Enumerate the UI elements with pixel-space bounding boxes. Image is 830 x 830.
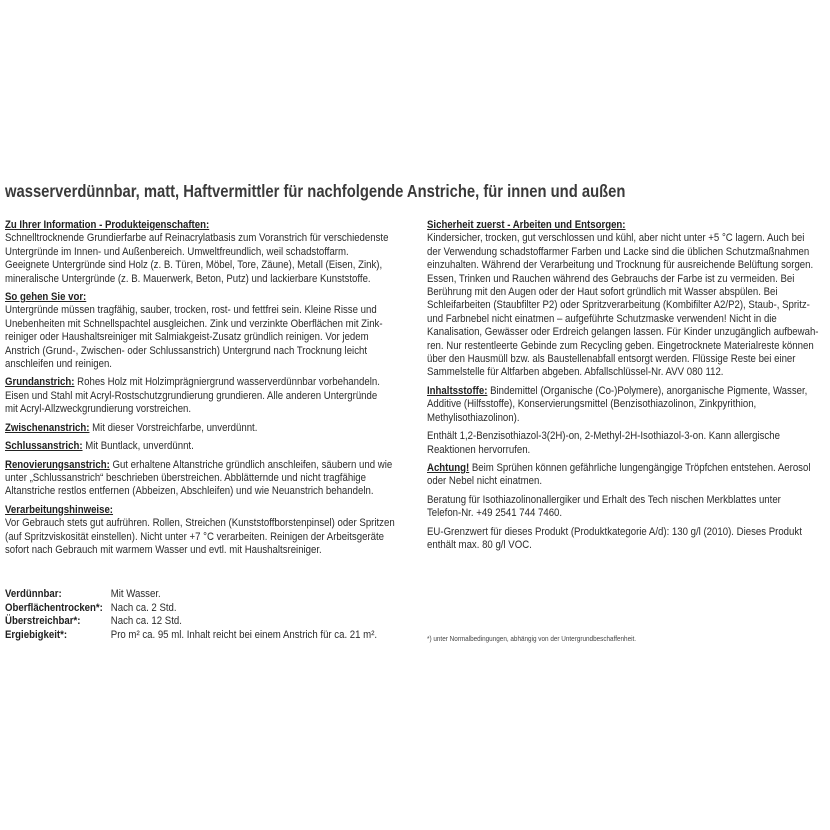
text-line: einzuhalten. Während der Verarbeitung und Trocknung für ausreichende Belüftung sorgen.: [427, 259, 814, 272]
text-line: Untergründe müssen tragfähig, sauber, trocken, rost- und fettfrei sein. Kleine Risse und: [5, 304, 377, 317]
section-renovierungsanstrich: [5, 459, 405, 499]
inline-text: Gut erhaltene Altanstriche gründlich anschleifen, säubern und wie: [109, 458, 393, 471]
left-column: [5, 219, 405, 562]
section-zwischenanstrich: [5, 422, 405, 435]
inline-label: Schlussanstrich:: [5, 440, 83, 453]
spec-table: [5, 588, 377, 642]
text-line: Geeignete Untergründe sind Holz (z. B. Türen, Möbel, Tore, Zäune), Metall (Eisen, Zink),: [5, 259, 383, 272]
text-line: reiniger oder Haushaltsreiniger mit Salmiakgeist-Zusatz gründlich reinigen. Vor jedem: [5, 331, 369, 344]
text-line: Anstrich (Grund-, Zwischen- oder Schlussanstrich) Untergrund nach Trocknung leicht: [5, 344, 368, 357]
text-line: Untergründe im Innen- und Außenbereich. Umweltfreundlich, weil schadstoffarm.: [5, 245, 349, 258]
inline-label: Achtung!: [427, 461, 470, 474]
section-title: Verarbeitungshinweise:: [5, 503, 114, 516]
right-column: [427, 219, 829, 557]
product-headline: wasserverdünnbar, matt, Haftvermittler für nachfolgende Anstriche, für innen und außen: [5, 181, 626, 201]
section-produkteigenschaften: [5, 219, 405, 286]
section-so-gehen-sie-vor: [5, 291, 405, 371]
spec-value: Mit Wasser.: [110, 588, 161, 600]
inline-text: Bindemittel (Organische (Co-)Polymere), anorganische Pigmente, Wasser,: [487, 384, 808, 397]
text-line: [5, 376, 405, 389]
section-beratung: [427, 494, 829, 521]
inline-label: Zwischenanstrich:: [5, 421, 90, 434]
text-line: unter „Schlussanstrich“ beschrieben überstreichen. Abblätternde und nicht tragfähige: [5, 471, 367, 484]
text-line: ren. Nur restentleerte Gebinde zum Recycling geben. Eingetrocknete Materialreste können: [427, 339, 814, 352]
section-verarbeitungshinweise: [5, 504, 405, 558]
text-line: [427, 385, 829, 398]
text-line: Altanstriche restlos entfernen (Abbeizen, Abschleifen) und wie Neuanstrich behandeln.: [5, 485, 374, 498]
text-line: Schleifarbeiten (Staubfilter P2) oder Spritzverarbeitung (Kombifilter A2/P2), Staub-, Spritz-: [427, 299, 810, 312]
inline-text: Beim Sprühen können gefährliche lungengängige Tröpfchen entstehen. Aerosol: [469, 461, 811, 474]
section-title: So gehen Sie vor:: [5, 291, 87, 304]
text-line: Essen, Trinken und Rauchen während des Gebrauchs der Farbe ist zu vermeiden. Bei: [427, 272, 795, 285]
section-title: Zu Ihrer Information - Produkteigenschaften:: [5, 219, 210, 231]
text-line: anschleifen und reinigen.: [5, 358, 112, 371]
section-title: Sicherheit zuerst - Arbeiten und Entsorgen:: [427, 219, 626, 231]
text-line: über den Hausmüll bzw. als Baustellenabfall entsorgt werden. Flüssige Reste bei einer: [427, 353, 796, 366]
inline-label: Inhaltsstoffe:: [427, 384, 488, 397]
text-line: [5, 440, 405, 453]
text-line: Kindersicher, trocken, gut verschlossen und kühl, aber nicht unter +5 °C lagern. Auch bei: [427, 232, 805, 245]
inline-text: Mit dieser Vorstreichfarbe, unverdünnt.: [89, 421, 258, 434]
spec-value: Pro m² ca. 95 ml. Inhalt reicht bei einem Anstrich für ca. 21 m².: [110, 628, 378, 641]
spec-row: [5, 615, 377, 629]
spec-label: Ergiebigkeit*:: [5, 628, 68, 641]
text-line: oder Nebel nicht einatmen.: [427, 475, 542, 488]
text-line: Vor Gebrauch stets gut aufrühren. Rollen, Streichen (Kunststoffborstenpinsel) oder Spritzen: [5, 517, 395, 530]
section-inhaltsstoffe: [427, 385, 829, 425]
text-line: Sammelstelle für Altfarben abgeben. Abfallschlüssel-Nr. AVV 080 112.: [427, 366, 724, 379]
section-eu-grenzwert: [427, 526, 829, 553]
text-line: Reaktionen hervorrufen.: [427, 443, 531, 456]
text-line: Additive (Hilfsstoffe), Konservierungsmittel (Benzisothiazolinon, Zinkpyrithion,: [427, 398, 757, 411]
spec-value: Nach ca. 12 Std.: [110, 615, 182, 628]
text-line: und Farbnebel nicht einatmen – aufgeführte Schutzmaske verwenden! Nicht in die: [427, 312, 777, 325]
text-line: der Verwendung schadstoffarmer Farben und Lacke sind die üblichen Schutzmaßnahmen: [427, 245, 810, 258]
text-line: [5, 422, 405, 435]
section-enthaelt: [427, 430, 829, 457]
inline-text: Rohes Holz mit Holzimprägniergrund wasserverdünnbar vorbehandeln.: [74, 376, 380, 389]
spec-row: [5, 602, 377, 616]
spec-value: Nach ca. 2 Std.: [110, 601, 177, 614]
text-line: (auf Spritzviskosität einstellen). Nicht unter +7 °C verarbeiten. Reinigen der Arbeitsgeräte: [5, 530, 385, 543]
text-line: mineralische Untergründe (z. B. Mauerwerk, Beton, Putz) und lackierbare Kunststoffe.: [5, 272, 371, 285]
text-line: Beratung für Isothiazolinonallergiker und Erhalt des Tech nischen Merkblattes unter: [427, 493, 781, 506]
text-line: Eisen und Stahl mit Acryl-Rostschutzgrundierung grundieren. Alle anderen Untergründe: [5, 389, 378, 402]
inline-label: Renovierungsanstrich:: [5, 458, 110, 471]
spec-row: [5, 629, 377, 643]
text-line: Methylisothiazolinon).: [427, 411, 520, 424]
text-line: Kanalisation, Gewässer oder Erdreich gelangen lassen. Für Kinder unzugänglich aufbewah-: [427, 326, 819, 339]
text-line: EU-Grenzwert für dieses Produkt (Produktkategorie A/d): 130 g/l (2010). Dieses Produkt: [427, 525, 802, 538]
section-achtung: [427, 462, 829, 489]
text-line: sofort nach Gebrauch mit warmem Wasser und evtl. mit Haushaltsreiniger.: [5, 543, 322, 556]
spec-row: [5, 588, 377, 602]
text-line: Enthält 1,2-Benzisothiazol-3(2H)-on, 2-Methyl-2H-Isothiazol-3-on. Kann allergische: [427, 430, 780, 443]
text-line: Unebenheiten mit Schnellspachtel ausgleichen. Zink und verzinkte Oberflächen mit Zink-: [5, 317, 383, 330]
text-line: Telefon-Nr. +49 2541 744 7460.: [427, 507, 563, 520]
spec-label: Überstreichbar*:: [5, 615, 81, 628]
text-line: enthält max. 80 g/l VOC.: [427, 538, 532, 551]
section-schlussanstrich: [5, 440, 405, 453]
text-line: [5, 459, 405, 472]
spec-label: Verdünnbar:: [5, 588, 62, 600]
inline-label: Grundanstrich:: [5, 376, 75, 389]
footnote: *) unter Normalbedingungen, abhängig von der Untergrundbeschaffenheit.: [427, 634, 637, 643]
section-grundanstrich: [5, 376, 405, 416]
text-line: [427, 462, 829, 475]
text-line: mit Acryl-Allzweckgrundierung vorstreichen.: [5, 403, 192, 416]
inline-text: Mit Buntlack, unverdünnt.: [82, 440, 194, 453]
text-line: Schnelltrocknende Grundierfarbe auf Reinacrylatbasis zum Voranstrich für verschiedenste: [5, 232, 389, 245]
section-sicherheit: [427, 219, 829, 380]
text-line: Berührung mit den Augen oder der Haut sofort gründlich mit Wasser abspülen. Bei: [427, 286, 778, 299]
spec-label: Oberflächentrocken*:: [5, 601, 103, 614]
